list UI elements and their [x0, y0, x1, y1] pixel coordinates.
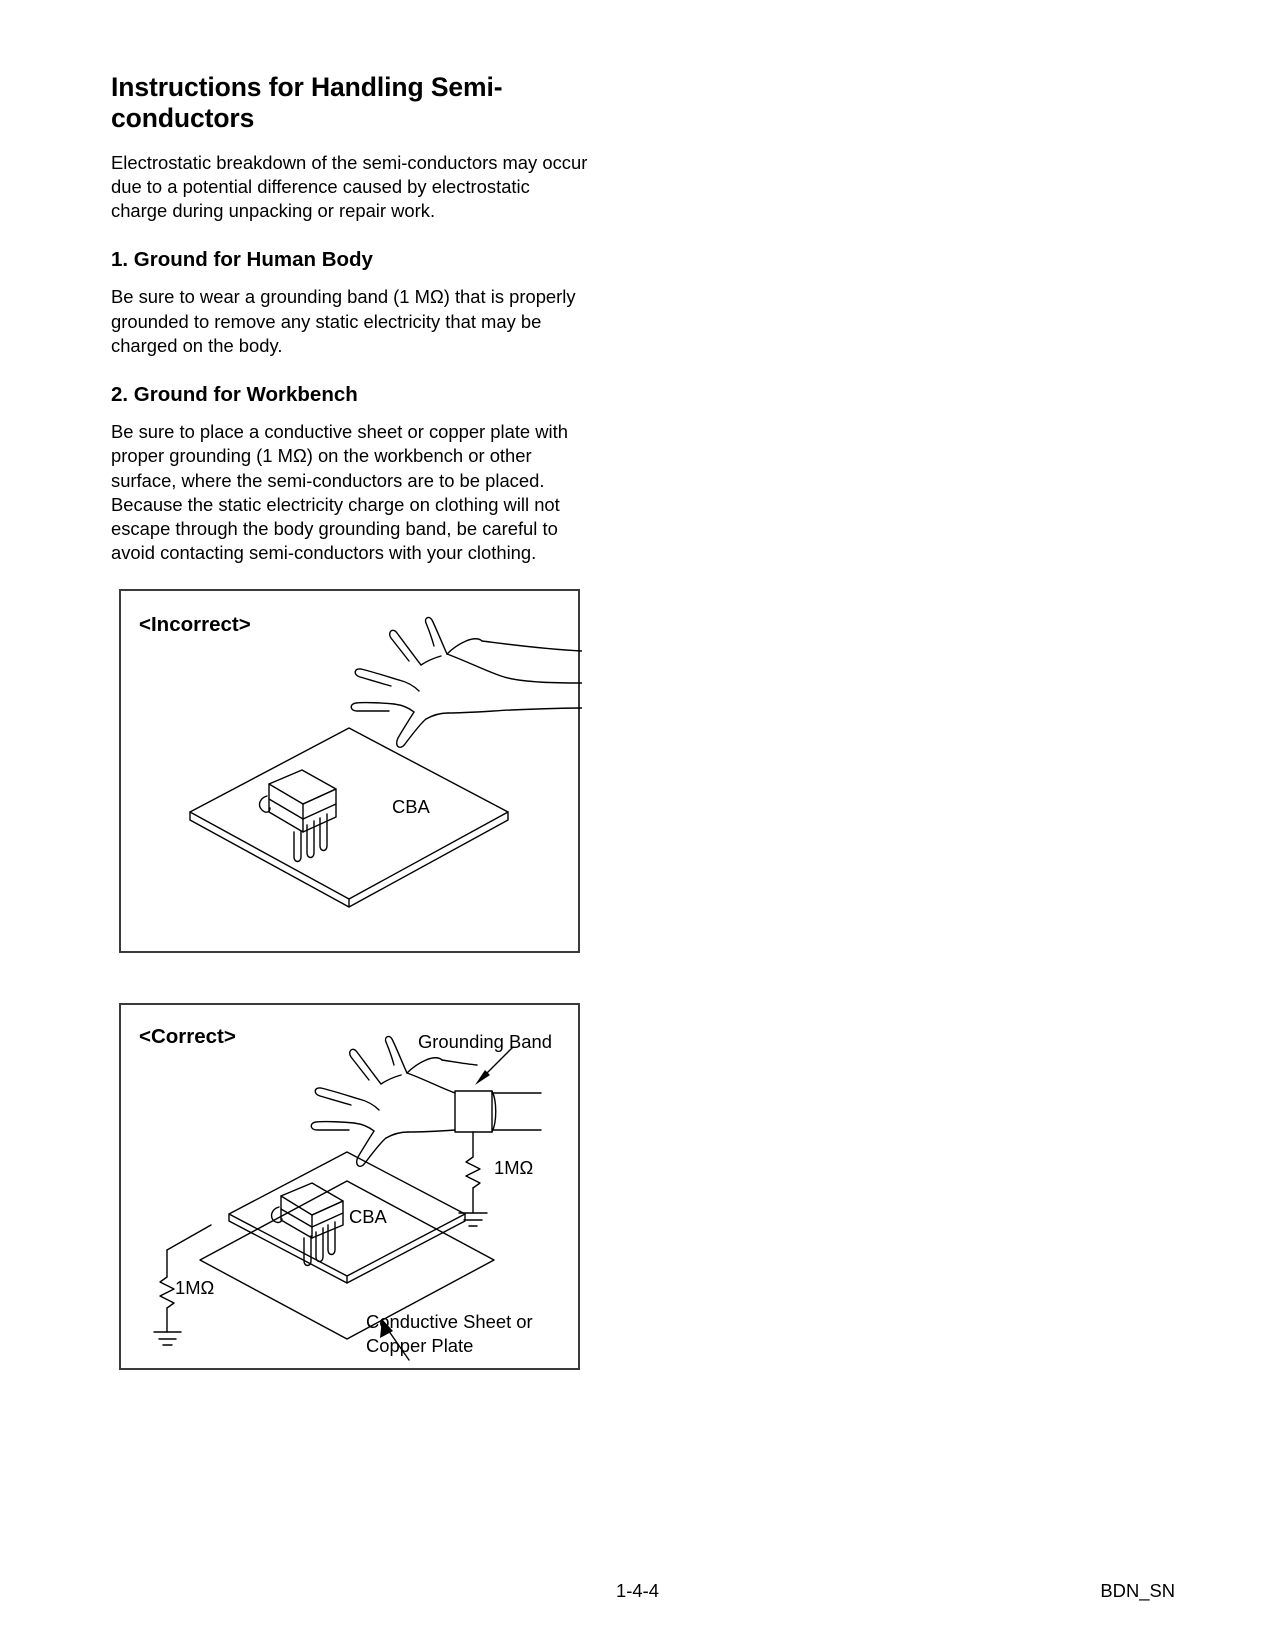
plate-shape: [190, 728, 508, 907]
figure-correct-sheet-label-line-1: Conductive Sheet or: [366, 1311, 533, 1332]
figure-incorrect-illustration: [121, 591, 582, 955]
figure-correct-grounding-band-label: Grounding Band: [418, 1031, 552, 1052]
page-title-line-1: Instructions for Handling Semi-: [111, 72, 503, 102]
ic-chip-icon: [260, 770, 336, 862]
board-plate-shape: [229, 1152, 465, 1283]
figure-correct-board-label: CBA: [349, 1206, 387, 1227]
figure-incorrect: [119, 589, 580, 953]
figure-correct-wrist-resistor-label: 1MΩ: [494, 1157, 534, 1178]
section-body-2: Be sure to place a conductive sheet or copper plate with proper grounding (1 MΩ) on the workbench or other surface, where the semi-conductors are to be placed. Because the static electricity charge on clothing will not escape through the body grounding band, be careful to avoid contacting semi-conductors with your clothing.: [111, 421, 568, 563]
figure-correct-sheet-label-line-2: Copper Plate: [366, 1335, 474, 1356]
page-title-line-2: conductors: [111, 103, 255, 134]
hand-icon: [311, 1036, 541, 1166]
page-title: [111, 72, 541, 135]
ic-chip-icon: [272, 1183, 343, 1266]
figure-incorrect-caption: <Incorrect>: [139, 613, 251, 636]
figure-correct-caption: <Correct>: [139, 1025, 236, 1048]
wrist-ground-circuit: [459, 1132, 487, 1226]
figure-correct-sheet-resistor-label: 1MΩ: [175, 1277, 215, 1298]
grounding-band-shape: [455, 1091, 496, 1132]
page-footer: [0, 1580, 1275, 1620]
footer-page-number: 1-4-4: [616, 1580, 659, 1601]
section-heading-1: 1. Ground for Human Body: [111, 247, 373, 271]
intro-paragraph: Electrostatic breakdown of the semi-conductors may occur due to a potential difference caused by electrostatic charge during unpacking or repair work.: [111, 151, 588, 221]
figure-incorrect-board-label: CBA: [392, 796, 430, 817]
document-content: [111, 72, 601, 565]
section-heading-2: 2. Ground for Workbench: [111, 382, 358, 406]
section-body-1: Be sure to wear a grounding band (1 MΩ) that is properly grounded to remove any static electricity that may be charged on the body.: [111, 286, 576, 356]
figure-correct: [119, 1003, 580, 1370]
footer-doc-code: BDN_SN: [1100, 1580, 1175, 1601]
hand-icon: [351, 617, 582, 747]
